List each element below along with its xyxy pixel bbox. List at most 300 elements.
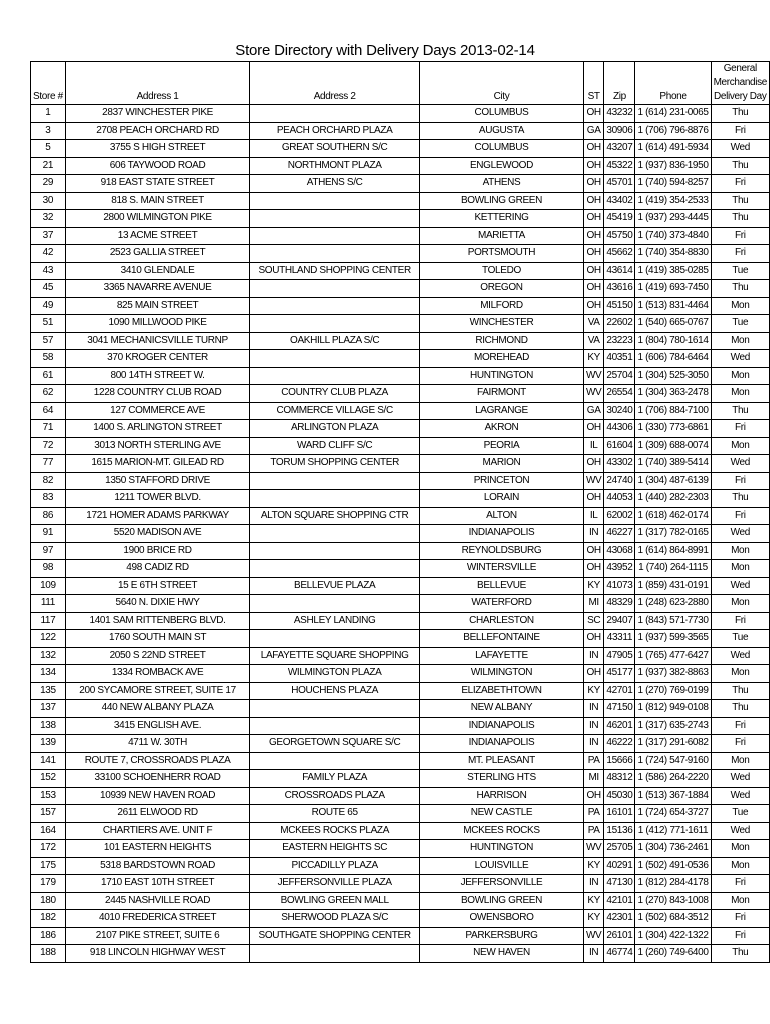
cell-zip: 46227 xyxy=(604,525,635,543)
cell-state: WV xyxy=(583,927,603,945)
cell-phone: 1 (317) 291-6082 xyxy=(635,735,711,753)
cell-phone: 1 (540) 665-0767 xyxy=(635,315,711,333)
cell-zip: 43232 xyxy=(604,105,635,123)
cell-address2: SOUTHGATE SHOPPING CENTER xyxy=(250,927,420,945)
table-row xyxy=(31,945,770,963)
cell-delivery-day: Mon xyxy=(711,332,769,350)
cell-address2: ASHLEY LANDING xyxy=(250,612,420,630)
cell-state: IN xyxy=(583,525,603,543)
table-row xyxy=(31,577,770,595)
cell-state: OH xyxy=(583,192,603,210)
cell-city: ALTON xyxy=(420,507,584,525)
cell-store-number: 57 xyxy=(31,332,66,350)
cell-store-number: 134 xyxy=(31,665,66,683)
cell-zip: 42301 xyxy=(604,910,635,928)
cell-address2: BOWLING GREEN MALL xyxy=(250,892,420,910)
cell-city: FAIRMONT xyxy=(420,385,584,403)
cell-address2: PICCADILLY PLAZA xyxy=(250,857,420,875)
cell-phone: 1 (740) 594-8257 xyxy=(635,175,711,193)
cell-address2: BELLEVUE PLAZA xyxy=(250,577,420,595)
cell-store-number: 141 xyxy=(31,752,66,770)
cell-address1: 2523 GALLIA STREET xyxy=(65,245,250,263)
cell-zip: 42701 xyxy=(604,682,635,700)
cell-phone: 1 (706) 884-7100 xyxy=(635,402,711,420)
table-row xyxy=(31,647,770,665)
cell-state: OH xyxy=(583,157,603,175)
cell-address2: EASTERN HEIGHTS SC xyxy=(250,840,420,858)
cell-address2 xyxy=(250,560,420,578)
cell-address1: 1400 S. ARLINGTON STREET xyxy=(65,420,250,438)
cell-zip: 42101 xyxy=(604,892,635,910)
cell-address1: 1760 SOUTH MAIN ST xyxy=(65,630,250,648)
cell-address1: 5640 N. DIXIE HWY xyxy=(65,595,250,613)
cell-state: GA xyxy=(583,122,603,140)
cell-address2 xyxy=(250,945,420,963)
cell-zip: 46774 xyxy=(604,945,635,963)
cell-city: AKRON xyxy=(420,420,584,438)
cell-address1: CHARTIERS AVE. UNIT F xyxy=(65,822,250,840)
cell-phone: 1 (740) 389-5414 xyxy=(635,455,711,473)
cell-phone: 1 (724) 547-9160 xyxy=(635,752,711,770)
cell-zip: 25704 xyxy=(604,367,635,385)
cell-address1: 2107 PIKE STREET, SUITE 6 xyxy=(65,927,250,945)
cell-state: KY xyxy=(583,857,603,875)
cell-address1: 5318 BARDSTOWN ROAD xyxy=(65,857,250,875)
cell-state: KY xyxy=(583,910,603,928)
cell-delivery-day: Wed xyxy=(711,455,769,473)
cell-store-number: 21 xyxy=(31,157,66,175)
cell-delivery-day: Fri xyxy=(711,245,769,263)
cell-city: STERLING HTS xyxy=(420,770,584,788)
cell-phone: 1 (270) 843-1008 xyxy=(635,892,711,910)
cell-store-number: 109 xyxy=(31,577,66,595)
cell-phone: 1 (330) 773-6861 xyxy=(635,420,711,438)
cell-city: COLUMBUS xyxy=(420,105,584,123)
cell-address2: MCKEES ROCKS PLAZA xyxy=(250,822,420,840)
cell-city: INDIANAPOLIS xyxy=(420,525,584,543)
cell-address2: ARLINGTON PLAZA xyxy=(250,420,420,438)
cell-city: KETTERING xyxy=(420,210,584,228)
cell-address2: ALTON SQUARE SHOPPING CTR xyxy=(250,507,420,525)
cell-address2: WILMINGTON PLAZA xyxy=(250,665,420,683)
header-address1: Address 1 xyxy=(65,62,250,105)
cell-delivery-day: Thu xyxy=(711,280,769,298)
cell-state: OH xyxy=(583,630,603,648)
header-delivery-line3: Delivery Day xyxy=(714,91,767,102)
cell-delivery-day: Mon xyxy=(711,665,769,683)
cell-address2: SOUTHLAND SHOPPING CENTER xyxy=(250,262,420,280)
table-row xyxy=(31,735,770,753)
cell-state: OH xyxy=(583,140,603,158)
table-row xyxy=(31,665,770,683)
table-row xyxy=(31,542,770,560)
cell-phone: 1 (618) 462-0174 xyxy=(635,507,711,525)
cell-delivery-day: Mon xyxy=(711,840,769,858)
cell-address2 xyxy=(250,700,420,718)
table-row xyxy=(31,787,770,805)
header-delivery-day xyxy=(711,62,769,105)
cell-city: COLUMBUS xyxy=(420,140,584,158)
cell-state: OH xyxy=(583,262,603,280)
cell-city: LOUISVILLE xyxy=(420,857,584,875)
cell-phone: 1 (304) 363-2478 xyxy=(635,385,711,403)
cell-state: PA xyxy=(583,805,603,823)
cell-state: MI xyxy=(583,770,603,788)
cell-address2 xyxy=(250,525,420,543)
cell-phone: 1 (513) 831-4464 xyxy=(635,297,711,315)
cell-store-number: 62 xyxy=(31,385,66,403)
cell-address1: 1900 BRICE RD xyxy=(65,542,250,560)
cell-city: NEW CASTLE xyxy=(420,805,584,823)
cell-zip: 45419 xyxy=(604,210,635,228)
cell-state: OH xyxy=(583,560,603,578)
cell-state: OH xyxy=(583,210,603,228)
cell-zip: 62002 xyxy=(604,507,635,525)
table-row xyxy=(31,192,770,210)
cell-zip: 46222 xyxy=(604,735,635,753)
header-phone: Phone xyxy=(635,62,711,105)
cell-delivery-day: Mon xyxy=(711,857,769,875)
cell-delivery-day: Mon xyxy=(711,595,769,613)
cell-phone: 1 (740) 354-8830 xyxy=(635,245,711,263)
cell-store-number: 51 xyxy=(31,315,66,333)
cell-phone: 1 (419) 693-7450 xyxy=(635,280,711,298)
table-row xyxy=(31,752,770,770)
cell-store-number: 164 xyxy=(31,822,66,840)
cell-delivery-day: Thu xyxy=(711,192,769,210)
cell-city: WINCHESTER xyxy=(420,315,584,333)
cell-phone: 1 (419) 354-2533 xyxy=(635,192,711,210)
cell-phone: 1 (724) 654-3727 xyxy=(635,805,711,823)
cell-delivery-day: Wed xyxy=(711,577,769,595)
table-row xyxy=(31,630,770,648)
cell-city: PEORIA xyxy=(420,437,584,455)
cell-address2 xyxy=(250,227,420,245)
cell-phone: 1 (614) 864-8991 xyxy=(635,542,711,560)
cell-address1: 101 EASTERN HEIGHTS xyxy=(65,840,250,858)
cell-store-number: 111 xyxy=(31,595,66,613)
cell-zip: 61604 xyxy=(604,437,635,455)
cell-delivery-day: Thu xyxy=(711,402,769,420)
table-row xyxy=(31,612,770,630)
cell-zip: 44053 xyxy=(604,490,635,508)
cell-store-number: 172 xyxy=(31,840,66,858)
cell-address2 xyxy=(250,752,420,770)
cell-state: KY xyxy=(583,577,603,595)
cell-address1: 2837 WINCHESTER PIKE xyxy=(65,105,250,123)
cell-city: OWENSBORO xyxy=(420,910,584,928)
cell-phone: 1 (843) 571-7730 xyxy=(635,612,711,630)
cell-zip: 40291 xyxy=(604,857,635,875)
table-row xyxy=(31,402,770,420)
cell-store-number: 64 xyxy=(31,402,66,420)
cell-delivery-day: Fri xyxy=(711,227,769,245)
cell-address1: 3755 S HIGH STREET xyxy=(65,140,250,158)
cell-city: WATERFORD xyxy=(420,595,584,613)
cell-city: MILFORD xyxy=(420,297,584,315)
cell-phone: 1 (309) 688-0074 xyxy=(635,437,711,455)
cell-store-number: 179 xyxy=(31,875,66,893)
cell-address1: 1211 TOWER BLVD. xyxy=(65,490,250,508)
cell-address2: COUNTRY CLUB PLAZA xyxy=(250,385,420,403)
cell-state: OH xyxy=(583,245,603,263)
cell-address1: 1334 ROMBACK AVE xyxy=(65,665,250,683)
cell-address2: SHERWOOD PLAZA S/C xyxy=(250,910,420,928)
cell-phone: 1 (513) 367-1884 xyxy=(635,787,711,805)
cell-phone: 1 (260) 749-6400 xyxy=(635,945,711,963)
cell-address2: GREAT SOUTHERN S/C xyxy=(250,140,420,158)
cell-phone: 1 (317) 782-0165 xyxy=(635,525,711,543)
cell-zip: 45030 xyxy=(604,787,635,805)
cell-store-number: 98 xyxy=(31,560,66,578)
cell-address2: OAKHILL PLAZA S/C xyxy=(250,332,420,350)
table-row xyxy=(31,700,770,718)
cell-delivery-day: Tue xyxy=(711,262,769,280)
cell-delivery-day: Fri xyxy=(711,910,769,928)
table-row xyxy=(31,892,770,910)
cell-delivery-day: Thu xyxy=(711,700,769,718)
cell-store-number: 30 xyxy=(31,192,66,210)
cell-address2: LAFAYETTE SQUARE SHOPPING xyxy=(250,647,420,665)
cell-phone: 1 (248) 623-2880 xyxy=(635,595,711,613)
cell-phone: 1 (412) 771-1611 xyxy=(635,822,711,840)
cell-state: OH xyxy=(583,455,603,473)
cell-state: IN xyxy=(583,647,603,665)
cell-city: AUGUSTA xyxy=(420,122,584,140)
cell-phone: 1 (502) 684-3512 xyxy=(635,910,711,928)
table-row xyxy=(31,927,770,945)
table-row xyxy=(31,472,770,490)
cell-address1: 4711 W. 30TH xyxy=(65,735,250,753)
cell-delivery-day: Thu xyxy=(711,945,769,963)
cell-city: NEW HAVEN xyxy=(420,945,584,963)
cell-delivery-day: Tue xyxy=(711,315,769,333)
cell-zip: 43302 xyxy=(604,455,635,473)
cell-address2 xyxy=(250,297,420,315)
cell-store-number: 139 xyxy=(31,735,66,753)
cell-store-number: 153 xyxy=(31,787,66,805)
cell-zip: 44306 xyxy=(604,420,635,438)
cell-city: HUNTINGTON xyxy=(420,367,584,385)
store-directory-table xyxy=(30,61,770,963)
cell-address2 xyxy=(250,630,420,648)
cell-delivery-day: Fri xyxy=(711,472,769,490)
cell-delivery-day: Wed xyxy=(711,350,769,368)
cell-delivery-day: Thu xyxy=(711,105,769,123)
cell-phone: 1 (859) 431-0191 xyxy=(635,577,711,595)
cell-delivery-day: Wed xyxy=(711,787,769,805)
table-row xyxy=(31,367,770,385)
cell-address2 xyxy=(250,717,420,735)
cell-delivery-day: Mon xyxy=(711,367,769,385)
cell-delivery-day: Wed xyxy=(711,140,769,158)
cell-state: PA xyxy=(583,822,603,840)
cell-state: OH xyxy=(583,787,603,805)
cell-city: MOREHEAD xyxy=(420,350,584,368)
cell-store-number: 157 xyxy=(31,805,66,823)
cell-address1: 2445 NASHVILLE ROAD xyxy=(65,892,250,910)
cell-phone: 1 (586) 264-2220 xyxy=(635,770,711,788)
cell-delivery-day: Mon xyxy=(711,437,769,455)
table-row xyxy=(31,437,770,455)
cell-delivery-day: Fri xyxy=(711,420,769,438)
cell-store-number: 49 xyxy=(31,297,66,315)
table-row xyxy=(31,560,770,578)
cell-store-number: 188 xyxy=(31,945,66,963)
cell-address1: 1090 MILLWOOD PIKE xyxy=(65,315,250,333)
table-row xyxy=(31,910,770,928)
cell-zip: 46201 xyxy=(604,717,635,735)
header-city: City xyxy=(420,62,584,105)
cell-phone: 1 (937) 836-1950 xyxy=(635,157,711,175)
cell-address2: FAMILY PLAZA xyxy=(250,770,420,788)
cell-address1: 825 MAIN STREET xyxy=(65,297,250,315)
table-row xyxy=(31,157,770,175)
cell-zip: 45150 xyxy=(604,297,635,315)
cell-store-number: 83 xyxy=(31,490,66,508)
cell-city: OREGON xyxy=(420,280,584,298)
cell-store-number: 152 xyxy=(31,770,66,788)
table-row xyxy=(31,770,770,788)
table-row xyxy=(31,857,770,875)
cell-delivery-day: Fri xyxy=(711,175,769,193)
cell-zip: 22602 xyxy=(604,315,635,333)
cell-zip: 15666 xyxy=(604,752,635,770)
cell-city: LORAIN xyxy=(420,490,584,508)
cell-address2: WARD CLIFF S/C xyxy=(250,437,420,455)
cell-address1: 1615 MARION-MT. GILEAD RD xyxy=(65,455,250,473)
header-delivery-line1: General xyxy=(723,63,757,74)
cell-address1: 127 COMMERCE AVE xyxy=(65,402,250,420)
cell-zip: 41073 xyxy=(604,577,635,595)
cell-city: MCKEES ROCKS xyxy=(420,822,584,840)
cell-zip: 43952 xyxy=(604,560,635,578)
cell-phone: 1 (614) 231-0065 xyxy=(635,105,711,123)
table-row xyxy=(31,122,770,140)
cell-state: WV xyxy=(583,385,603,403)
cell-state: WV xyxy=(583,840,603,858)
cell-delivery-day: Mon xyxy=(711,542,769,560)
cell-store-number: 132 xyxy=(31,647,66,665)
table-row xyxy=(31,455,770,473)
cell-state: WV xyxy=(583,367,603,385)
table-body xyxy=(31,105,770,963)
cell-store-number: 3 xyxy=(31,122,66,140)
cell-phone: 1 (440) 282-2303 xyxy=(635,490,711,508)
cell-phone: 1 (317) 635-2743 xyxy=(635,717,711,735)
cell-store-number: 5 xyxy=(31,140,66,158)
table-row xyxy=(31,595,770,613)
cell-address2: HOUCHENS PLAZA xyxy=(250,682,420,700)
table-row xyxy=(31,315,770,333)
cell-store-number: 135 xyxy=(31,682,66,700)
cell-store-number: 86 xyxy=(31,507,66,525)
cell-state: GA xyxy=(583,402,603,420)
cell-address2 xyxy=(250,472,420,490)
cell-zip: 47905 xyxy=(604,647,635,665)
cell-state: MI xyxy=(583,595,603,613)
cell-zip: 48329 xyxy=(604,595,635,613)
cell-store-number: 61 xyxy=(31,367,66,385)
cell-zip: 45322 xyxy=(604,157,635,175)
cell-city: BOWLING GREEN xyxy=(420,892,584,910)
table-row xyxy=(31,385,770,403)
cell-phone: 1 (740) 373-4840 xyxy=(635,227,711,245)
table-row xyxy=(31,227,770,245)
cell-zip: 23223 xyxy=(604,332,635,350)
cell-city: ENGLEWOOD xyxy=(420,157,584,175)
cell-state: IL xyxy=(583,507,603,525)
cell-zip: 26101 xyxy=(604,927,635,945)
table-row xyxy=(31,350,770,368)
page-title: Store Directory with Delivery Days 2013-02-14 xyxy=(235,42,535,59)
cell-address1: 498 CADIZ RD xyxy=(65,560,250,578)
table-row xyxy=(31,507,770,525)
cell-phone: 1 (812) 949-0108 xyxy=(635,700,711,718)
cell-store-number: 58 xyxy=(31,350,66,368)
cell-store-number: 1 xyxy=(31,105,66,123)
cell-delivery-day: Wed xyxy=(711,525,769,543)
header-address2: Address 2 xyxy=(250,62,420,105)
cell-phone: 1 (740) 264-1115 xyxy=(635,560,711,578)
cell-address1: 800 14TH STREET W. xyxy=(65,367,250,385)
cell-address2 xyxy=(250,210,420,228)
cell-address1: 918 EAST STATE STREET xyxy=(65,175,250,193)
cell-store-number: 122 xyxy=(31,630,66,648)
cell-state: SC xyxy=(583,612,603,630)
cell-city: CHARLESTON xyxy=(420,612,584,630)
cell-store-number: 72 xyxy=(31,437,66,455)
table-row xyxy=(31,280,770,298)
cell-phone: 1 (304) 525-3050 xyxy=(635,367,711,385)
cell-store-number: 37 xyxy=(31,227,66,245)
cell-zip: 25705 xyxy=(604,840,635,858)
cell-address2: PEACH ORCHARD PLAZA xyxy=(250,122,420,140)
table-row xyxy=(31,262,770,280)
cell-address1: 818 S. MAIN STREET xyxy=(65,192,250,210)
cell-state: KY xyxy=(583,682,603,700)
cell-address1: 440 NEW ALBANY PLAZA xyxy=(65,700,250,718)
cell-store-number: 43 xyxy=(31,262,66,280)
cell-zip: 43616 xyxy=(604,280,635,298)
cell-store-number: 45 xyxy=(31,280,66,298)
cell-delivery-day: Thu xyxy=(711,682,769,700)
table-row xyxy=(31,245,770,263)
cell-state: PA xyxy=(583,752,603,770)
cell-store-number: 91 xyxy=(31,525,66,543)
cell-address1: 13 ACME STREET xyxy=(65,227,250,245)
cell-address1: 1721 HOMER ADAMS PARKWAY xyxy=(65,507,250,525)
cell-city: JEFFERSONVILLE xyxy=(420,875,584,893)
cell-zip: 45701 xyxy=(604,175,635,193)
cell-delivery-day: Fri xyxy=(711,735,769,753)
table-row xyxy=(31,490,770,508)
cell-address1: 3013 NORTH STERLING AVE xyxy=(65,437,250,455)
cell-state: KY xyxy=(583,892,603,910)
cell-state: OH xyxy=(583,542,603,560)
cell-state: OH xyxy=(583,665,603,683)
table-row xyxy=(31,105,770,123)
cell-delivery-day: Fri xyxy=(711,717,769,735)
cell-zip: 45177 xyxy=(604,665,635,683)
cell-city: MT. PLEASANT xyxy=(420,752,584,770)
cell-delivery-day: Mon xyxy=(711,297,769,315)
cell-phone: 1 (804) 780-1614 xyxy=(635,332,711,350)
cell-address2: NORTHMONT PLAZA xyxy=(250,157,420,175)
cell-city: NEW ALBANY xyxy=(420,700,584,718)
header-store: Store # xyxy=(31,62,66,105)
cell-state: WV xyxy=(583,472,603,490)
